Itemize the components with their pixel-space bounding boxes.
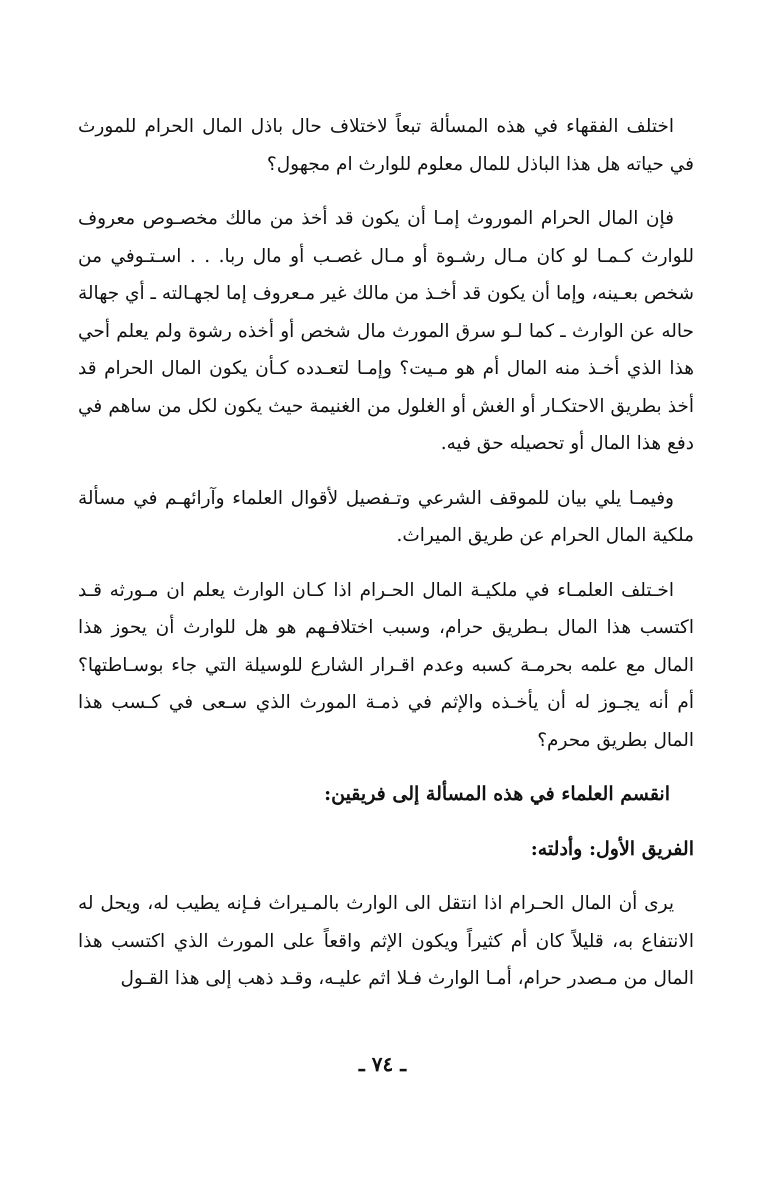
heading-first-group: الفريق الأول: وأدلته:	[530, 837, 694, 860]
paragraph-5: يرى أن المال الحـرام اذا انتقل الى الوارث بالمـيراث فـإنه يطيب له، ويحل له الانتفاع به، قليلاً كان أم كثيراً ويكون الإثم واقعاً على المورث الذي اكتسب هذا المال من مـصدر حرام، أمـا الوارث فـلا اثم عليـه، وقـد ذهب إلى هذا القـول	[78, 893, 694, 989]
heading-scholars-groups: انقسم العلماء في هذه المسألة إلى فريقين:	[324, 783, 670, 805]
paragraph-1: اختلف الفقهاء في هذه المسألة تبعاً لاختلاف حال باذل المال الحرام للمورث في حياته هل هذا الباذل للمال معلوم للوارث ام مجهول؟	[78, 116, 694, 175]
page-body	[78, 108, 694, 1015]
page-number: ـ ٧٤ ـ	[358, 1052, 407, 1076]
paragraph-2: فإن المال الحرام الموروث إمـا أن يكون قد أخذ من مالك مخصـوص معروف للوارث كـمـا لو كان مـال رشـوة أو مـال غصـب أو مال ربا. . . اسـتـوفي من شخص بعـينه، وإما أن يكون قد أخـذ من مالك غير مـعروف إما لجهـالته ـ أي جهالة حاله عن الوارث ـ كما لـو سرق المورث مال شخص أو أخذه رشوة ولم يعلم أحي هذا الذي أخـذ منه المال أم هو مـيت؟ وإمـا لتعـدده كـأن يكون المال الحرام قد أخذ بطريق الاحتكـار أو الغش أو الغلول من الغنيمة حيث يكون لكل من ساهم في دفع هذا المال أو تحصيله حق فيه.	[78, 208, 694, 454]
paragraph-3: وفيمـا يلي بيان للموقف الشرعي وتـفصيل لأقوال العلماء وآرائهـم في مسألة ملكية المال الحرام عن طريق الميراث.	[78, 487, 694, 546]
paragraph-4: اخـتلف العلمـاء في ملكيـة المال الحـرام اذا كـان الوارث يعلم ان مـورثه قـد اكتسب هذا المال بـطريق حرام، وسبب اختلافـهم هو هل للوارث أن يحوز هذا المال مع علمه بحرمـة كسبه وعدم اقـرار الشارع للوسيلة التي جاء بوسـاطتها؟ أم أنه يجـوز له أن يأخـذه والإثم في ذمـة المورث الذي سـعى في كـسب هذا المال بطريق محرم؟	[78, 579, 694, 751]
